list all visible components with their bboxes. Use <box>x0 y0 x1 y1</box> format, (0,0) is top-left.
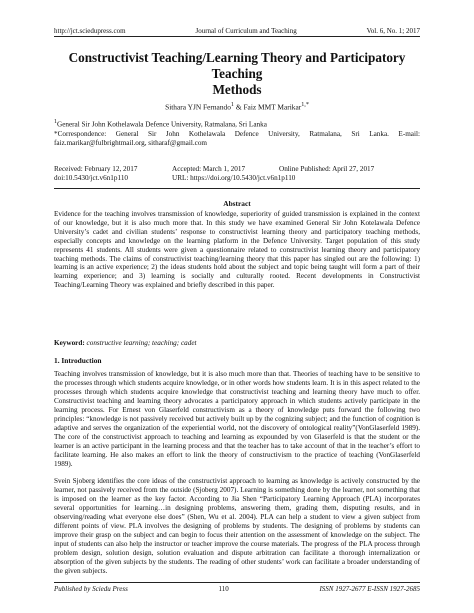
page-number: 110 <box>218 585 229 593</box>
dates-rule <box>54 188 420 189</box>
received-date: Received: February 12, 2017 <box>54 165 138 173</box>
header-rule <box>54 36 420 37</box>
publication-dates <box>54 165 420 184</box>
online-date: Online Published: April 27, 2017 <box>279 165 375 173</box>
accepted-date: Accepted: March 1, 2017 <box>172 165 246 173</box>
correspondence: *Correspondence: General Sir John Kothelawala Defence University, Ratmalana, Sri Lanka. E-mail: faiz.marikar@fulbrightmail.org, sitharaf@gmail.com <box>54 130 420 148</box>
running-header <box>54 24 420 35</box>
footer-rule <box>54 582 420 583</box>
section-heading: 1. Introduction <box>54 356 102 365</box>
running-footer <box>54 585 420 593</box>
affiliation: $^1$General Sir John Kothelawala Defence University, Ratmalana, Sri Lanka <box>54 119 267 129</box>
keywords-value: constructive learning; teaching; cadet <box>84 339 197 347</box>
journal-url-link[interactable]: http://jct.sciedupress.com <box>54 27 126 35</box>
abstract-heading: Abstract <box>223 199 251 208</box>
publisher: Published by Sciedu Press <box>54 585 128 593</box>
author-list: Sithara YJN Fernando$^1$ & Faiz MMT Marikar$^{1,*}$ <box>165 102 309 112</box>
keywords-label: Keyword: <box>54 339 85 347</box>
doi[interactable]: doi:10.5430/jct.v6n1p110 <box>54 174 129 183</box>
journal-name: Journal of Curriculum and Teaching <box>195 27 297 35</box>
intro-paragraph-1: Teaching involves transmission of knowledge, but it is also much more than that. Theories of teaching have to be sensitive to the processes through which students acquire knowledge, or in other words how students learn. It is in this aspect related to the processes through which students acquire knowledge that constructivist teaching and learning theory have much to offer. Constructivist teaching and learning theory advocates a participatory approach in which students actively participate in the learning process. For Ernest von Glaserfeld constructivism as a theory of knowledge puts forward the following two principles: “knowledge is not passively received but actively built up by the cognizing subject; and the function of cognition is adaptive and serves the organization of the experiential world, not the discovery of ontological reality”(VonGlaserfeld 1989). The core of the constructivist approach to teaching and learning as expounded by von Glaserfeld is that the student or the learner is an active participant in the learning process and that the teacher has to take account of that in the teacher’s effort to facilitate learning. He also makes an effort to link the theory of constructivism to the practice of teaching (VonGlaserfeld 1989). <box>54 370 420 468</box>
article-url[interactable]: URL: https://doi.org/10.5430/jct.v6n1p110 <box>172 174 296 183</box>
keywords <box>54 339 420 347</box>
volume-info: Vol. 6, No. 1; 2017 <box>366 27 420 35</box>
issn: ISSN 1927-2677 E-ISSN 1927-2685 <box>319 585 420 593</box>
intro-paragraph-2: Svein Sjoberg identifies the core ideas of the constructivist approach to learning as knowledge is actively constructed by the learner, not passively received from the outside (Sjoberg 2007). Learning is something done by the learner, not something that is imposed on the learner as the key factor. According to Jia Shen “Participatory Learning Approach (PLA) incorporates several opportunities for learning…in designing problems, answering them, grading them, disputing results, and in observing/reading what everyone else does” (Shen, Wu et al. 2004). PLA can help a student to view a given subject from different points of view. PLA involves the designing of problems by students. The designing of problems by students can improve their grasp on the subject and can begin to focus their attention on the assessment of knowledge on the subject. The input of students can also help the instructor or teacher improve the course materials. The progress of the PLA process through problem design, solution design, solution evaluation and dispute arbitration can facilitate a thorough internalization or absorption of the given subjects by the students. The reading of other students’ work can facilitate a broader understanding of the given subjects. <box>54 477 420 575</box>
abstract-body: Evidence for the teaching involves transmission of knowledge, superiority of guided transmission is explained in the context of our knowledge, but it is also much more that. In this study we have examined General Sir John Kotelawala Defence University’s cadet and civilian students’ response to constructivist learning theory and participatory teaching methods, especially concepts and knowledge on the learning platform in the Defence University. Target population of this study represents 41 students. All students were given a questionnaire related to constructivist learning theory and participatory teaching methods. The claims of constructivist teaching/learning theory that this paper has singled out are the following: 1) learning is an active experience; 2) the ideas students hold about the subject and topic being taught will form a part of their learning experience; and 3) learning is socially and culturally rooted. Recent developments in Constructivist Teaching/Learning Theory was explained and briefly described in this paper. <box>54 210 420 290</box>
article-title: Constructivist Teaching/Learning Theory and Participatory Teaching Methods <box>68 50 406 97</box>
